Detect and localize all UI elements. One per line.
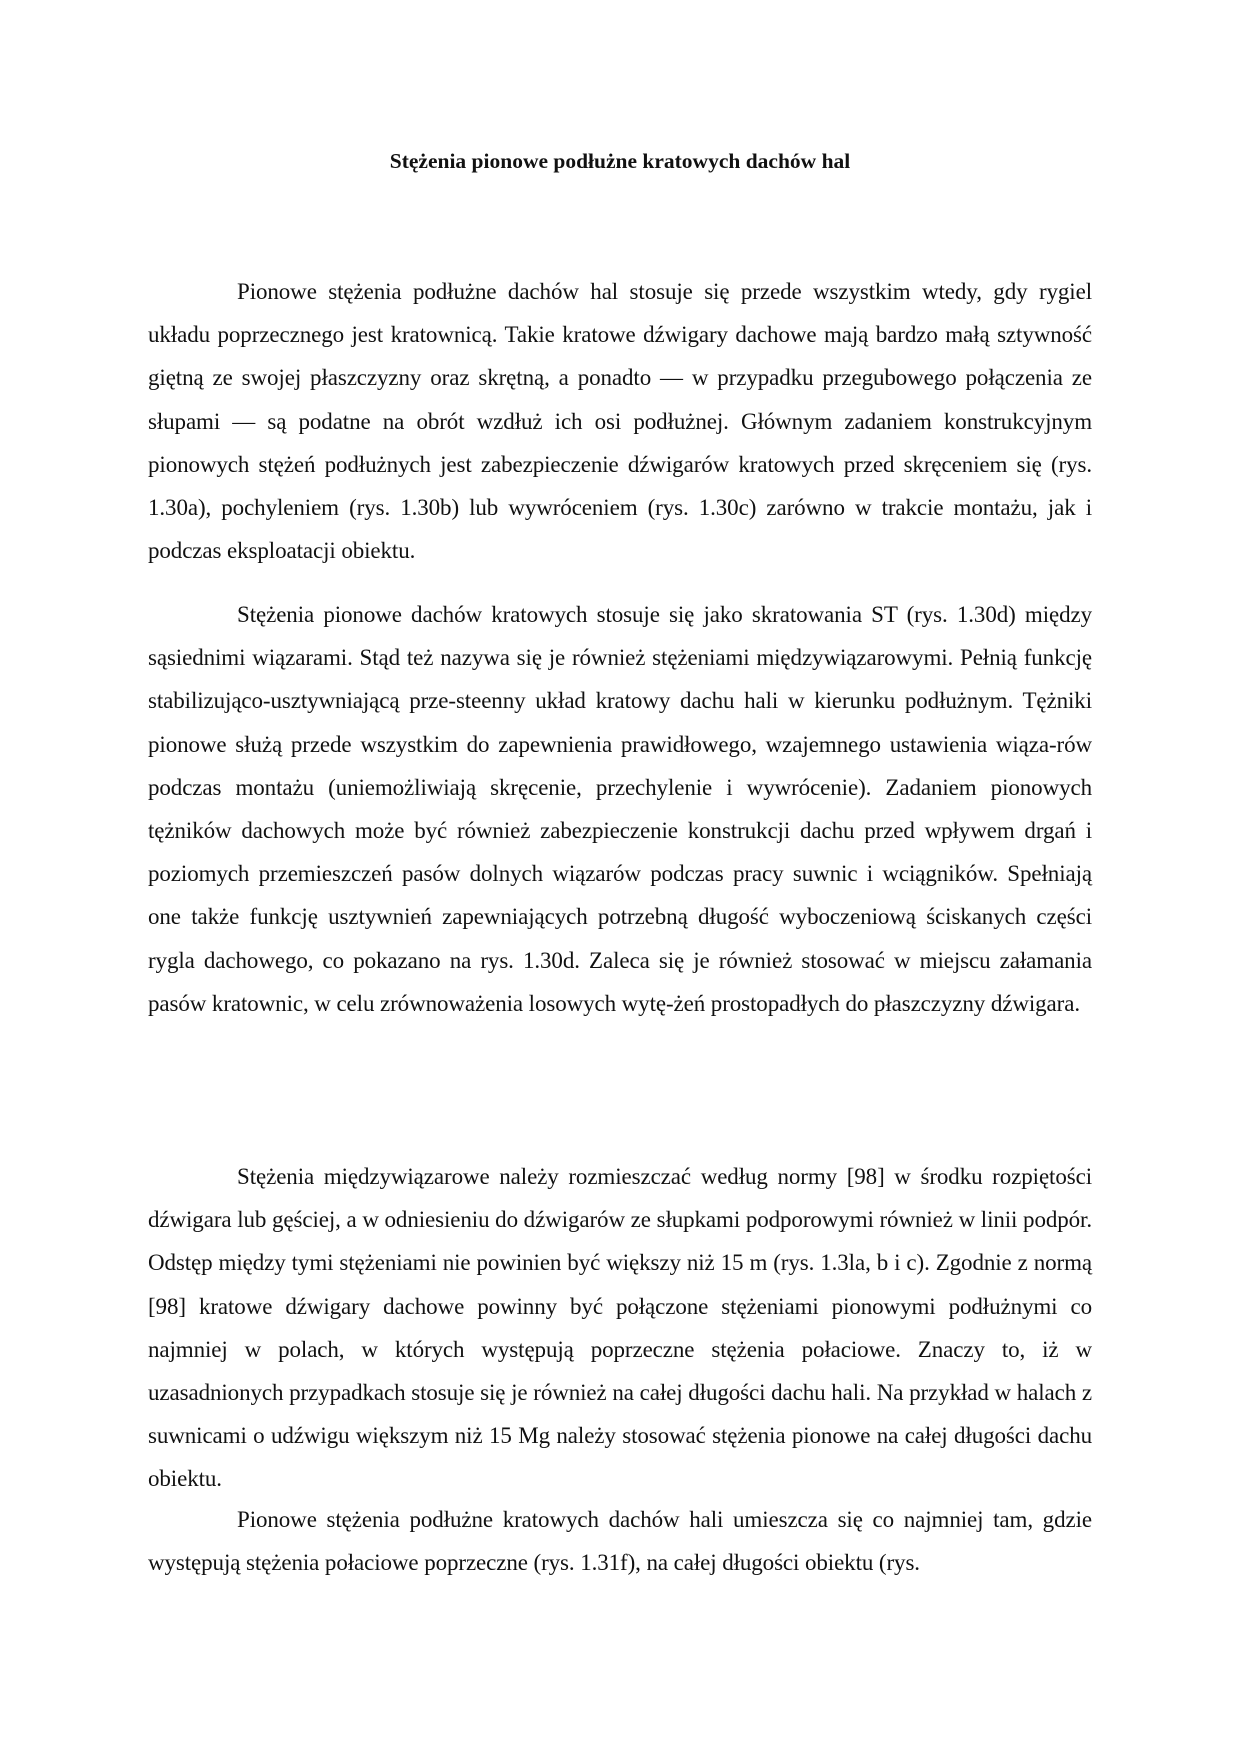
paragraph-2: Stężenia pionowe dachów kratowych stosuje się jako skratowania ST (rys. 1.30d) między sąsiednimi wiązarami. Stąd też nazywa się je również stężeniami międzywiązarowymi. Pełnią funkcję stabilizująco-usztywniającą prze-steenny układ kratowy dachu hali w kierunku podłużnym. Tężniki pionowe służą przede wszystkim do zapewnienia prawidłowego, wzajemnego ustawienia wiąza-rów podczas montażu (uniemożliwiają skręcenie, przechylenie i wywrócenie). Zadaniem pionowych tężników dachowych może być również zabezpieczenie konstrukcji dachu przed wpływem drgań i poziomych przemieszczeń pasów dolnych wiązarów podczas pracy suwnic i wciągników. Spełniają one także funkcję usztywnień zapewniających potrzebną długość wyboczeniową ściskanych części rygla dachowego, co pokazano na rys. 1.30d. Zaleca się je również stosować w miejscu załamania pasów kratownic, w celu zrównoważenia losowych wytę-żeń prostopadłych do płaszczyzny dźwigara.: [148, 602, 1092, 1016]
paragraph-4: Pionowe stężenia podłużne kratowych dachów hali umieszcza się co najmniej tam, gdzie występują stężenia połaciowe poprzeczne (rys. 1.31f), na całej długości obiektu (rys.: [148, 1507, 1092, 1576]
paragraph-3: Stężenia międzywiązarowe należy rozmieszczać według normy [98] w środku rozpiętości dźwigara lub gęściej, a w odniesieniu do dźwigarów ze słupkami podporowymi również w linii podpór. Odstęp między tymi stężeniami nie powinien być większy niż 15 m (rys. 1.3la, b i c). Zgodnie z normą [98] kratowe dźwigary dachowe powinny być połączone stężeniami pionowymi podłużnymi co najmniej w polach, w których występują poprzeczne stężenia połaciowe. Znaczy to, iż w uzasadnionych przypadkach stosuje się je również na całej długości dachu hali. Na przykład w halach z suwnicami o udźwigu większym niż 15 Mg należy stosować stężenia pionowe na całej długości dachu obiektu.: [148, 1164, 1092, 1492]
document-title: Stężenia pionowe podłużne kratowych dachów hal: [389, 149, 851, 173]
paragraph-1: Pionowe stężenia podłużne dachów hal stosuje się przede wszystkim wtedy, gdy rygiel układu poprzecznego jest kratownicą. Takie kratowe dźwigary dachowe mają bardzo małą sztywność giętną ze swojej płaszczyzny oraz skrętną, a ponadto — w przypadku przegubowego połączenia ze słupami — są podatne na obrót wzdłuż ich osi podłużnej. Głównym zadaniem konstrukcyjnym pionowych stężeń podłużnych jest zabezpieczenie dźwigarów kratowych przed skręceniem się (rys. 1.30a), pochyleniem (rys. 1.30b) lub wywróceniem (rys. 1.30c) zarówno w trakcie montażu, jak i podczas eksploatacji obiektu.: [148, 279, 1092, 564]
